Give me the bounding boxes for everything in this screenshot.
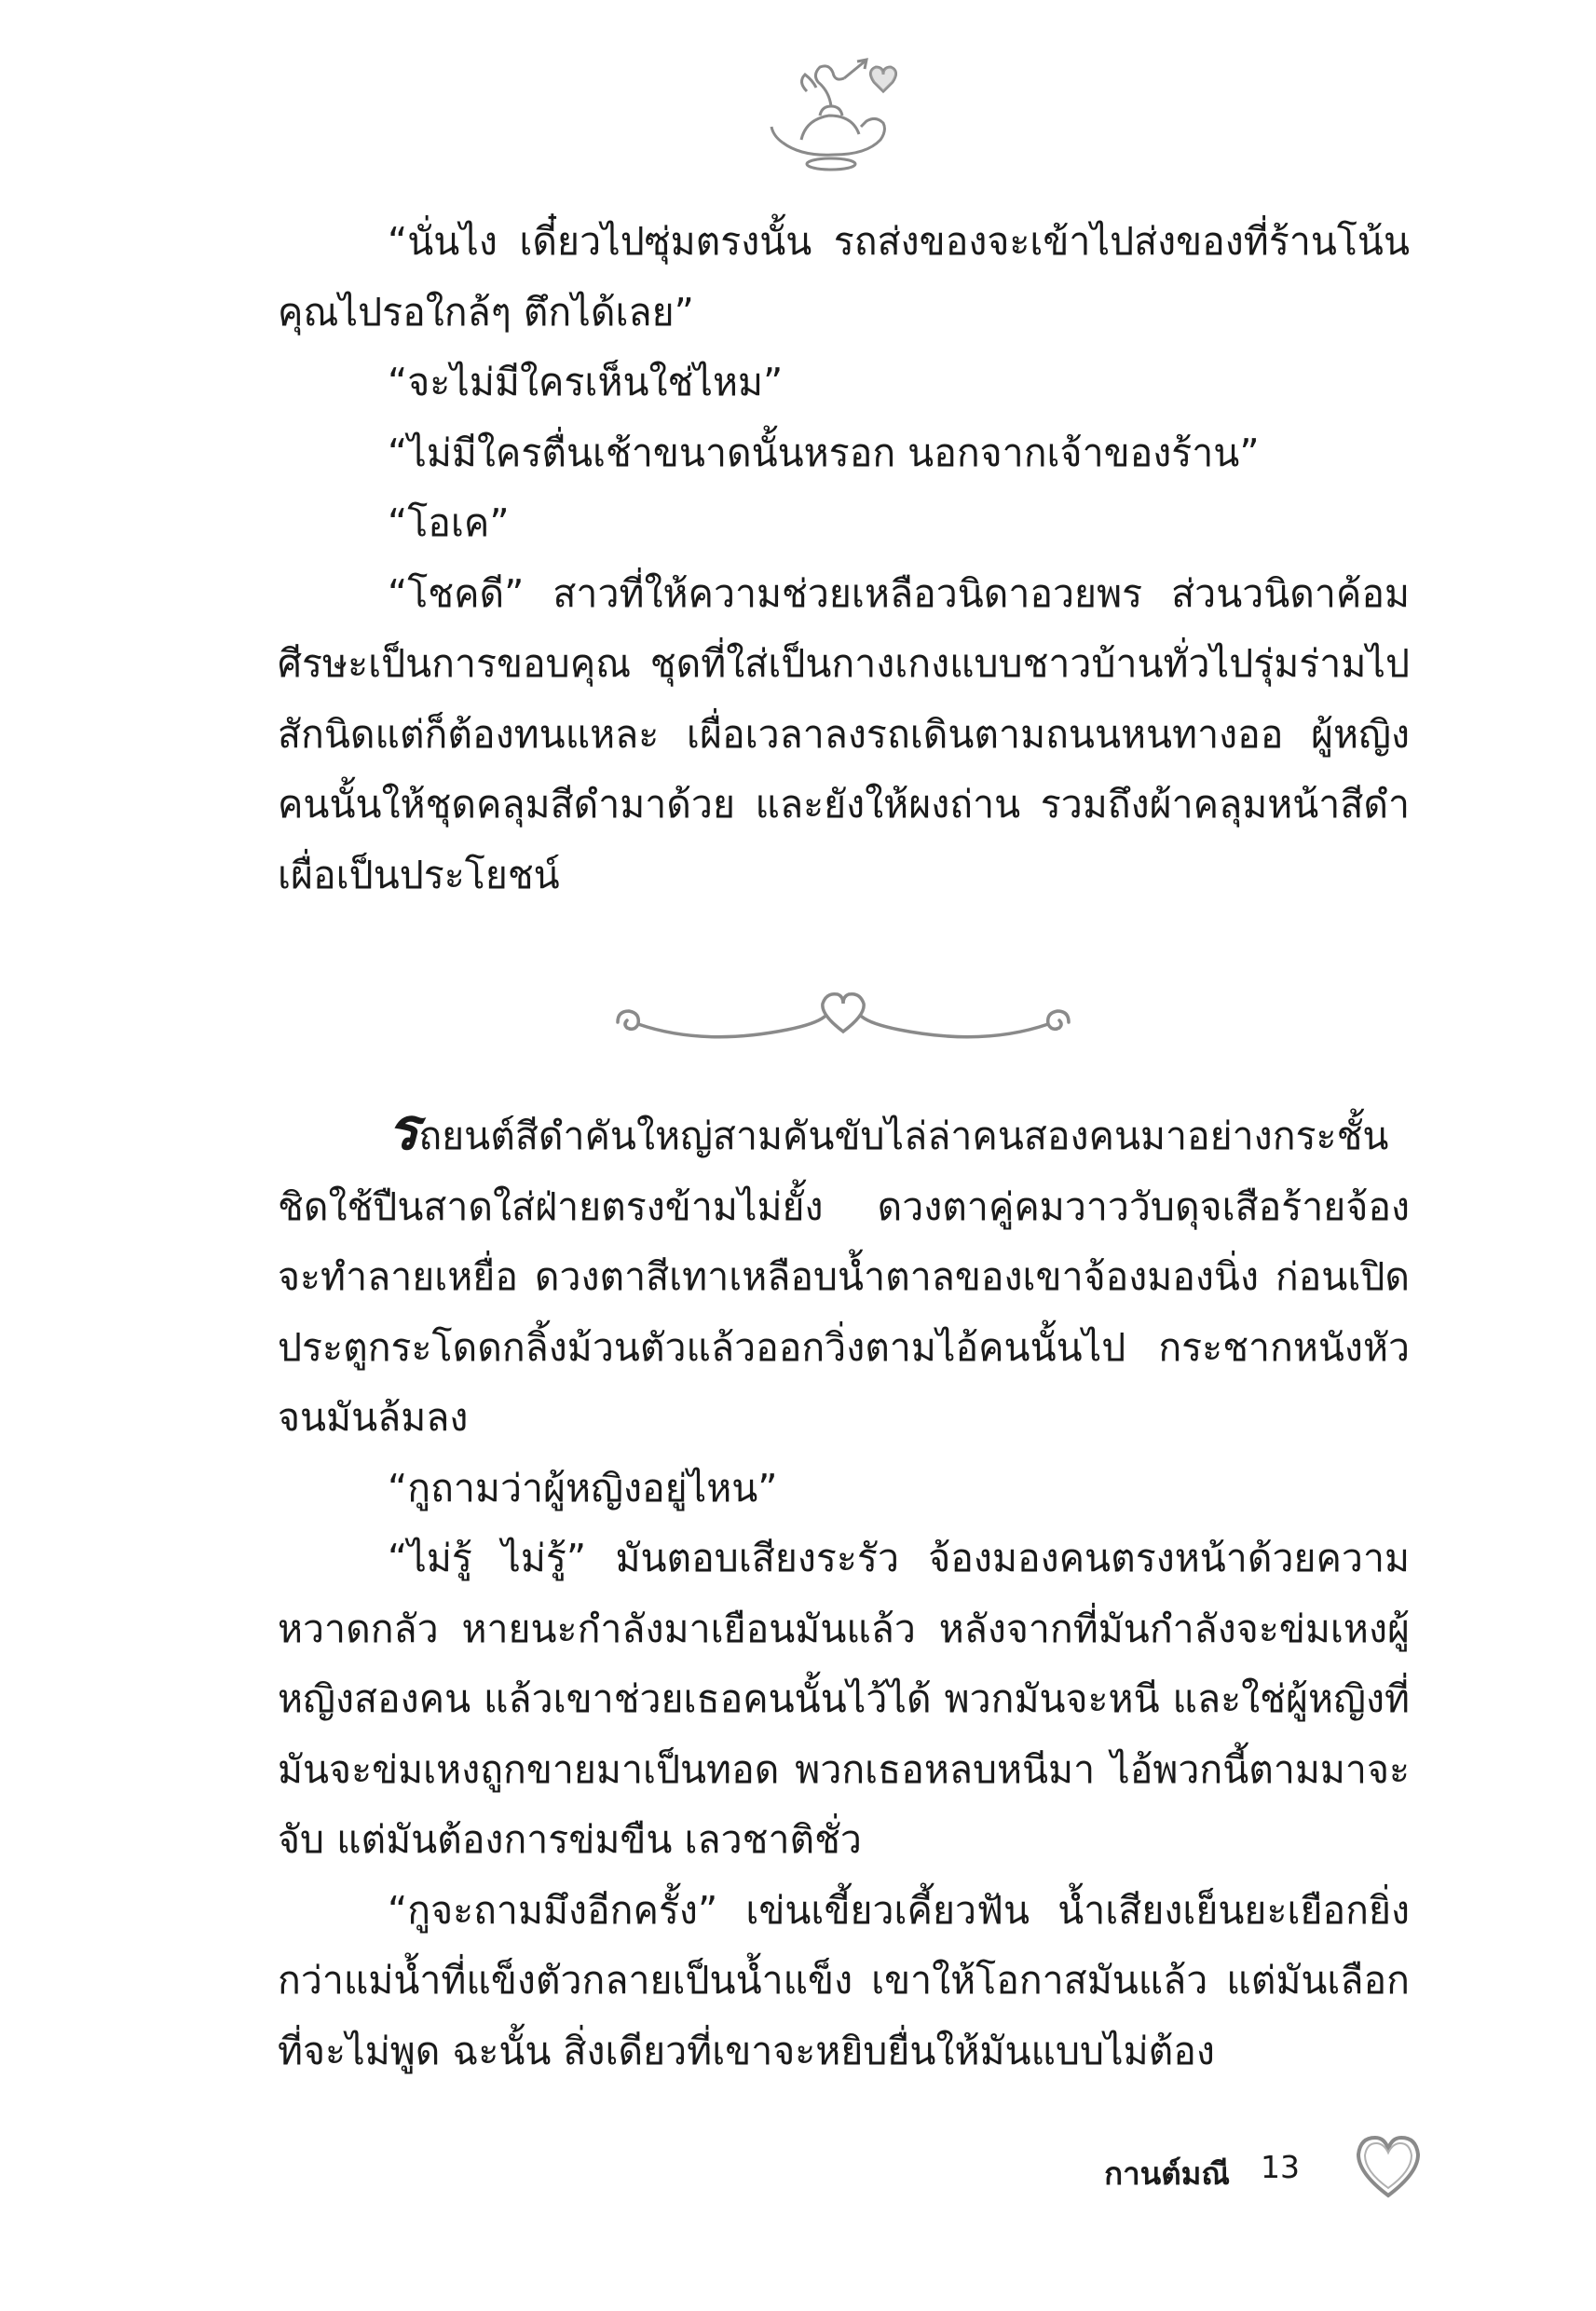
genie-lamp-icon [764,54,913,175]
paragraph: “ไม่มีใครตื่นเช้าขนาดนั้นหรอก นอกจากเจ้าของร้าน” [388,430,1260,475]
section-1 [278,207,1410,910]
paragraph-first [278,1095,1410,1454]
paragraph-text: ถยนต์สีดำคันใหญ่สามคันขับไล่ล่าคนสองคนมาอย่างกระชั้นชิดใช้ปืนสาดใส่ฝ่ายตรงข้ามไม่ยั้ง ดวงตาคู่คมวาววับดุจเสือร้ายจ้องจะทำลายเหยื่อ ดวงตาสีเทาเหลือบน้ำตาลของเขาจ้องมองนิ่ง ก่อนเปิดประตูกระโดดกลิ้งม้วนตัวแล้วออกวิ่งตามไอ้คนนั้นไป กระชากหนังหัวจนมันล้มลง [278,1114,1410,1440]
drop-cap: ร [388,1095,419,1163]
paragraph: “จะไม่มีใครเห็นใช่ไหม” [388,360,784,404]
paragraph: “โชคดี” สาวที่ให้ความช่วยเหลือวนิดาอวยพร ส่วนวนิดาค้อมศีรษะเป็นการขอบคุณ ชุดที่ใส่เป็นกางเกงแบบชาวบ้านทั่วไปรุ่มร่ามไปสักนิดแต่ก็ต้องทนแหละ เผื่อเวลาลงรถเดินตามถนนหนทางออ ผู้หญิงคนนั้นให้ชุดคลุมสีดำมาด้วย และยังให้ผงถ่าน รวมถึงผ้าคลุมหน้าสีดำ เผื่อเป็นประโยชน์ [278,570,1410,897]
paragraph: “กูถามว่าผู้หญิงอยู่ไหน” [388,1465,778,1511]
paragraph: “ไม่รู้ ไม่รู้” มันตอบเสียงระรัว จ้องมองคนตรงหน้าด้วยความหวาดกลัว หายนะกำลังมาเยือนมันแล้ว หลังจากที่มันกำลังจะข่มเหงผู้หญิงสองคน แล้วเขาช่วยเธอคนนั้นไว้ได้ พวกมันจะหนี และใช่ผู้หญิงที่มันจะข่มเหงถูกขายมาเป็นทอด พวกเธอหลบหนีมา ไอ้พวกนี้ตามมาจะจับ แต่มันต้องการข่มขืน เลวชาติชั่ว [278,1536,1410,1862]
paragraph: “นั่นไง เดี๋ยวไปซุ่มตรงนั้น รถส่งของจะเข้าไปส่งของที่ร้านโน้น คุณไปรอใกล้ๆ ตึกได้เลย” [278,219,1410,335]
heart-scroll-divider-icon [601,974,1085,1067]
page-footer [1071,2132,1425,2207]
paragraph: “กูจะถามมึงอีกครั้ง” เข่นเขี้ยวเคี้ยวฟัน น้ำเสียงเย็นยะเยือกยิ่งกว่าแม่น้ำที่แข็งตัวกลายเป็นน้ำแข็ง เขาให้โอกาสมันแล้ว แต่มันเลือกที่จะไม่พูด ฉะนั้น สิ่งเดียวที่เขาจะหยิบยื่นให้มันแบบไม่ต้อง [278,1887,1410,2073]
author-name: กานต์มณี [1104,2155,1230,2192]
heart-outline-icon [1351,2132,1425,2203]
paragraph: “โอเค” [388,500,510,545]
section-2 [278,1095,1410,2086]
page-number: 13 [1261,2149,1300,2185]
